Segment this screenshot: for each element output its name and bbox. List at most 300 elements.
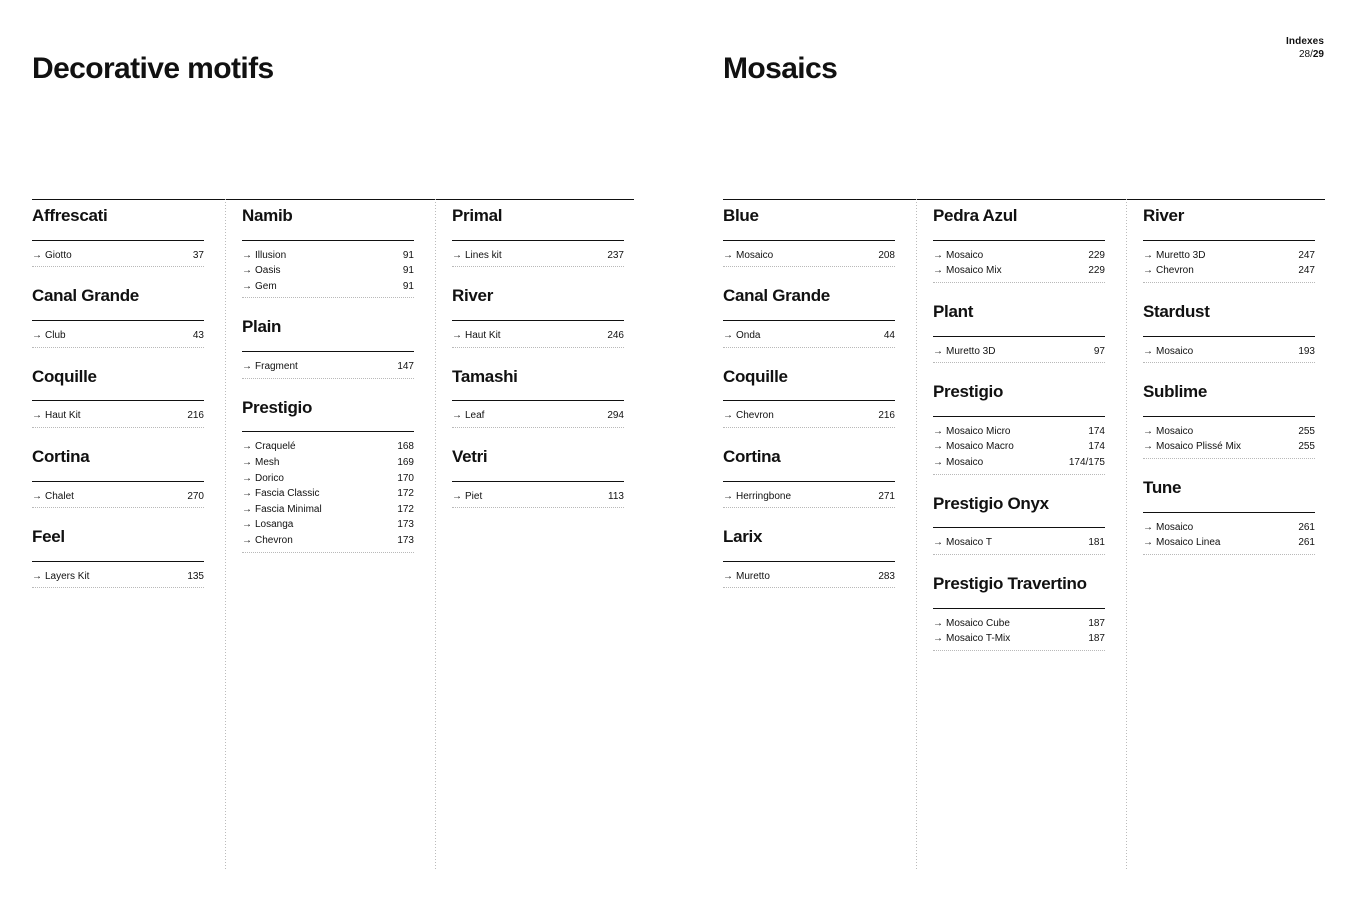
entry-name-wrap [32,329,66,344]
entry-page-number: 172 [397,503,414,515]
entry-page-number: 173 [397,535,414,546]
entry-page-number: 91 [402,249,414,261]
group-title: Cortina [723,446,781,466]
entry-name-wrap [933,440,1014,455]
arrow-right-icon: → [242,535,252,546]
entry-label: Mosaico [1156,521,1194,533]
entry-label: Giotto [45,249,72,261]
group-title: Prestigio [933,382,1004,402]
indexes-marker [1286,36,1324,61]
index-entry[interactable] [452,490,624,506]
group-entries [723,249,895,268]
group-entries [723,409,895,428]
arrow-right-icon: → [933,633,943,645]
entry-name-wrap [242,249,286,264]
entry-name-wrap [242,280,277,295]
arrow-right-icon: → [242,457,252,469]
group-title: Tune [1143,478,1182,498]
group-rule [723,400,895,401]
entry-label: Haut Kit [465,329,501,341]
index-group [723,448,895,508]
entry-page-number: 216 [878,410,895,422]
group-title: Vetri [452,446,488,466]
entry-name-wrap [242,534,293,549]
entry-name-wrap [452,249,502,264]
entry-page-number: 173 [397,519,414,531]
group-title: Prestigio Travertino [933,573,1087,593]
index-entry[interactable] [242,280,414,296]
entry-label: Mosaico Mix [946,265,1002,277]
index-entry[interactable] [1143,345,1315,361]
group-entries [933,617,1105,651]
group-rule [933,240,1105,241]
index-entry[interactable] [933,345,1105,361]
index-column [723,199,905,869]
entry-name-wrap [242,456,279,471]
group-entries [933,249,1105,283]
index-entry[interactable] [933,440,1105,456]
index-group [32,207,204,267]
group-title: Tamashi [452,366,518,386]
entry-label: Mosaico Cube [946,617,1010,629]
entry-label: Layers Kit [45,570,90,582]
group-rule [32,481,204,482]
entry-label: Muretto [736,570,770,582]
entry-page-number: 261 [1298,521,1315,533]
arrow-right-icon: → [723,329,733,341]
arrow-right-icon: → [1143,345,1153,357]
index-entry[interactable] [723,409,895,425]
arrow-right-icon: → [452,410,462,422]
entry-label: Mosaico [946,457,984,469]
entry-label: Chevron [736,410,774,422]
index-group [452,287,624,347]
index-entry[interactable] [723,570,895,586]
entry-page-number: 294 [607,410,624,422]
index-group [32,287,204,347]
entry-name-wrap [933,425,1010,440]
entry-label: Illusion [255,249,287,261]
entry-name-wrap [452,329,501,344]
arrow-right-icon: → [452,490,462,502]
entry-name-wrap [933,456,983,471]
index-entry[interactable] [933,617,1105,633]
indexes-page-prefix: 28/ [1298,48,1313,60]
entry-label: Lines kit [465,249,502,261]
entry-label: Leaf [465,410,485,422]
group-title: Pedra Azul [933,206,1018,225]
arrow-right-icon: → [1143,265,1153,277]
index-column [32,199,214,869]
entry-name-wrap [32,409,81,424]
arrow-right-icon: → [242,472,252,484]
entry-page-number: 113 [608,490,624,502]
index-column [452,199,634,869]
arrow-right-icon: → [32,329,42,341]
index-entry[interactable] [242,487,414,503]
arrow-right-icon: → [242,265,252,277]
entry-name-wrap [933,249,983,264]
entry-page-number: 216 [187,410,204,422]
group-rule [723,320,895,321]
entry-page-number: 229 [1088,265,1105,277]
entry-page-number: 181 [1088,537,1105,549]
arrow-right-icon: → [933,537,943,549]
group-rule [32,400,204,401]
index-group [933,207,1105,283]
group-title: Coquille [723,366,788,386]
index-group [242,318,414,378]
arrow-right-icon: → [933,441,943,453]
entry-page-number: 37 [192,249,204,261]
group-rule [32,561,204,562]
arrow-right-icon: → [1143,521,1153,533]
entry-name-wrap [242,503,322,518]
group-entries [1143,345,1315,364]
group-rule [452,240,624,241]
index-entry[interactable] [1143,521,1315,537]
entry-label: Chalet [45,490,74,502]
index-entry[interactable] [32,409,204,425]
entry-name-wrap [242,472,284,487]
arrow-right-icon: → [32,249,42,261]
entry-label: Herringbone [736,490,792,502]
group-title: Coquille [32,366,97,386]
index-entry[interactable] [242,360,414,376]
group-rule [723,561,895,562]
group-title: Feel [32,527,65,547]
group-rule [242,240,414,241]
arrow-right-icon: → [1143,425,1153,437]
group-title: Stardust [1143,301,1210,321]
index-group [242,207,414,298]
index-entry[interactable] [452,329,624,345]
index-group [32,368,204,428]
index-entry[interactable] [242,440,414,456]
entry-name-wrap [723,409,774,424]
group-title: Plant [933,301,974,321]
entry-name-wrap [242,440,296,455]
index-entry[interactable] [242,472,414,488]
entry-name-wrap [1143,536,1220,551]
index-entry[interactable] [1143,264,1315,280]
arrow-right-icon: → [1143,249,1153,261]
arrow-right-icon: → [242,488,252,500]
entry-page-number: 147 [397,361,414,373]
group-title: Canal Grande [32,286,139,306]
entry-label: Muretto 3D [946,345,996,357]
entry-name-wrap [1143,425,1193,440]
group-title: Prestigio [242,397,313,417]
entry-page-number: 169 [397,457,414,469]
index-entry[interactable] [1143,440,1315,456]
group-title: Primal [452,206,503,225]
group-title: Sublime [1143,382,1208,402]
arrow-right-icon: → [723,490,733,502]
entry-label: Dorico [255,472,284,484]
index-entry[interactable] [32,249,204,265]
index-entry[interactable] [242,518,414,534]
entry-name-wrap [32,249,72,264]
entry-label: Craquelé [255,441,296,453]
page-title-decorative-motifs: Decorative motifs [32,52,274,86]
group-entries [242,249,414,299]
entry-page-number: 174 [1088,441,1105,453]
page-title-mosaics: Mosaics [723,52,838,86]
group-rule [32,240,204,241]
arrow-right-icon: → [1143,537,1153,549]
entry-page-number: 168 [397,441,414,453]
entry-name-wrap [933,345,995,360]
entry-name-wrap [32,490,74,505]
index-group [452,448,624,508]
entry-page-number: 91 [402,265,414,277]
entry-page-number: 246 [607,329,624,341]
entry-page-number: 91 [402,280,414,292]
group-entries [933,425,1105,475]
group-rule [933,527,1105,528]
arrow-right-icon: → [933,457,943,469]
index-entry[interactable] [1143,249,1315,265]
entry-label: Onda [736,329,761,341]
arrow-right-icon: → [1143,441,1153,453]
group-rule [933,416,1105,417]
group-entries [32,409,204,428]
entry-name-wrap [933,264,1002,279]
entry-label: Mosaico [1156,345,1194,357]
entry-page-number: 135 [187,570,204,582]
index-entry[interactable] [1143,425,1315,441]
index-group [723,287,895,347]
group-title: River [1143,206,1185,225]
group-rule [32,320,204,321]
entry-name-wrap [933,536,992,551]
arrow-right-icon: → [933,425,943,437]
entry-name-wrap [723,490,791,505]
arrow-right-icon: → [242,361,252,373]
index-entry[interactable] [933,632,1105,648]
arrow-right-icon: → [242,441,252,453]
group-entries [32,249,204,268]
group-title: Blue [723,206,759,225]
entry-label: Mosaico [736,249,774,261]
entry-name-wrap [1143,249,1205,264]
entry-page-number: 187 [1088,617,1105,629]
arrow-right-icon: → [723,570,733,582]
index-entry[interactable] [933,425,1105,441]
group-title: Canal Grande [723,286,830,306]
entry-label: Fascia Minimal [255,503,322,515]
entry-page-number: 174/175 [1068,457,1105,469]
entry-label: Haut Kit [45,410,81,422]
group-title: Cortina [32,446,90,466]
entry-label: Fascia Classic [255,488,320,500]
group-rule [933,608,1105,609]
entry-page-number: 255 [1298,441,1315,453]
group-entries [933,345,1105,364]
group-entries [1143,425,1315,459]
index-group [933,575,1105,651]
group-rule [723,481,895,482]
index-group [1143,207,1315,283]
entry-name-wrap [452,409,484,424]
arrow-right-icon: → [933,617,943,629]
group-rule [1143,512,1315,513]
index-group [1143,479,1315,555]
index-entry[interactable] [723,490,895,506]
arrow-right-icon: → [452,329,462,341]
entry-name-wrap [32,570,89,585]
arrow-right-icon: → [242,249,252,261]
index-group [1143,383,1315,459]
entry-label: Gem [255,280,277,292]
entry-page-number: 255 [1298,425,1315,437]
arrow-right-icon: → [933,249,943,261]
entry-label: Mosaico Micro [946,425,1011,437]
entry-label: Mosaico T [946,537,992,549]
index-group [452,207,624,267]
entry-page-number: 187 [1088,633,1105,645]
index-group [723,368,895,428]
group-rule [933,336,1105,337]
entry-label: Mesh [255,457,280,469]
group-rule [723,240,895,241]
entry-label: Mosaico Linea [1156,537,1221,549]
index-group [32,448,204,508]
entry-label: Mosaico [1156,425,1194,437]
indexes-label: Indexes [1286,36,1324,47]
entry-name-wrap [1143,345,1193,360]
index-entry[interactable] [933,456,1105,472]
index-entry[interactable] [933,264,1105,280]
entry-label: Losanga [255,519,294,531]
indexes-page-numbers [1286,49,1324,62]
entry-page-number: 193 [1298,345,1315,357]
group-title: Plain [242,317,282,337]
arrow-right-icon: → [242,280,252,292]
group-entries [723,329,895,348]
index-entry[interactable] [242,503,414,519]
group-entries [723,490,895,509]
index-entry[interactable] [242,264,414,280]
index-entry[interactable] [242,456,414,472]
index-group [452,368,624,428]
group-entries [933,536,1105,555]
index-entry[interactable] [242,534,414,550]
entry-name-wrap [242,264,281,279]
entry-page-number: 170 [397,472,414,484]
index-group [933,303,1105,363]
arrow-right-icon: → [242,519,252,531]
index-entry[interactable] [242,249,414,265]
group-title: Larix [723,527,763,547]
entry-label: Mosaico T-Mix [946,633,1011,645]
group-title: Prestigio Onyx [933,493,1049,513]
arrow-right-icon: → [723,249,733,261]
index-entry[interactable] [933,536,1105,552]
entry-name-wrap [1143,440,1241,455]
group-entries [452,249,624,268]
entry-label: Mosaico Plissé Mix [1156,441,1242,453]
index-column [933,199,1115,869]
group-rule [242,351,414,352]
arrow-right-icon: → [723,410,733,422]
arrow-right-icon: → [242,503,252,515]
index-group [32,528,204,588]
group-entries [32,490,204,509]
group-entries [452,490,624,509]
index-entry[interactable] [32,329,204,345]
entry-name-wrap [933,617,1010,632]
entry-name-wrap [1143,264,1194,279]
entry-label: Muretto 3D [1156,249,1206,261]
index-entry[interactable] [452,409,624,425]
entry-label: Oasis [255,265,281,277]
index-group [723,528,895,588]
index-entry[interactable] [32,570,204,586]
entry-page-number: 271 [878,490,895,502]
index-entry[interactable] [723,329,895,345]
entry-page-number: 208 [878,249,895,261]
group-title: Namib [242,206,293,225]
index-entry[interactable] [32,490,204,506]
entry-label: Mosaico Macro [946,441,1014,453]
entry-name-wrap [723,329,760,344]
group-rule [452,320,624,321]
index-entry[interactable] [933,249,1105,265]
entry-page-number: 44 [883,329,895,341]
entry-page-number: 174 [1088,425,1105,437]
arrow-right-icon: → [933,265,943,277]
arrow-right-icon: → [32,570,42,582]
group-entries [723,570,895,589]
group-rule [452,481,624,482]
index-group [933,495,1105,555]
group-entries [32,329,204,348]
group-entries [1143,249,1315,283]
entry-name-wrap [242,360,298,375]
entry-label: Chevron [1156,265,1194,277]
entry-page-number: 97 [1093,345,1105,357]
index-column [1143,199,1325,869]
index-column [242,199,424,869]
entry-name-wrap [723,249,773,264]
entry-name-wrap [452,490,482,505]
group-entries [242,360,414,379]
group-rule [1143,416,1315,417]
entry-label: Club [45,329,66,341]
group-rule [452,400,624,401]
index-entry[interactable] [1143,536,1315,552]
entry-label: Mosaico [946,249,984,261]
group-rule [1143,240,1315,241]
group-entries [32,570,204,589]
entry-page-number: 237 [607,249,624,261]
entry-label: Fragment [255,361,298,373]
index-entry[interactable] [723,249,895,265]
entry-label: Piet [465,490,483,502]
group-title: Affrescati [32,206,108,225]
entry-page-number: 229 [1088,249,1105,261]
entry-name-wrap [723,570,770,585]
group-entries [242,440,414,552]
arrow-right-icon: → [933,345,943,357]
index-group [933,383,1105,474]
group-entries [452,409,624,428]
index-entry[interactable] [452,249,624,265]
indexes-page-current: 29 [1312,48,1324,60]
entry-page-number: 270 [187,490,204,502]
